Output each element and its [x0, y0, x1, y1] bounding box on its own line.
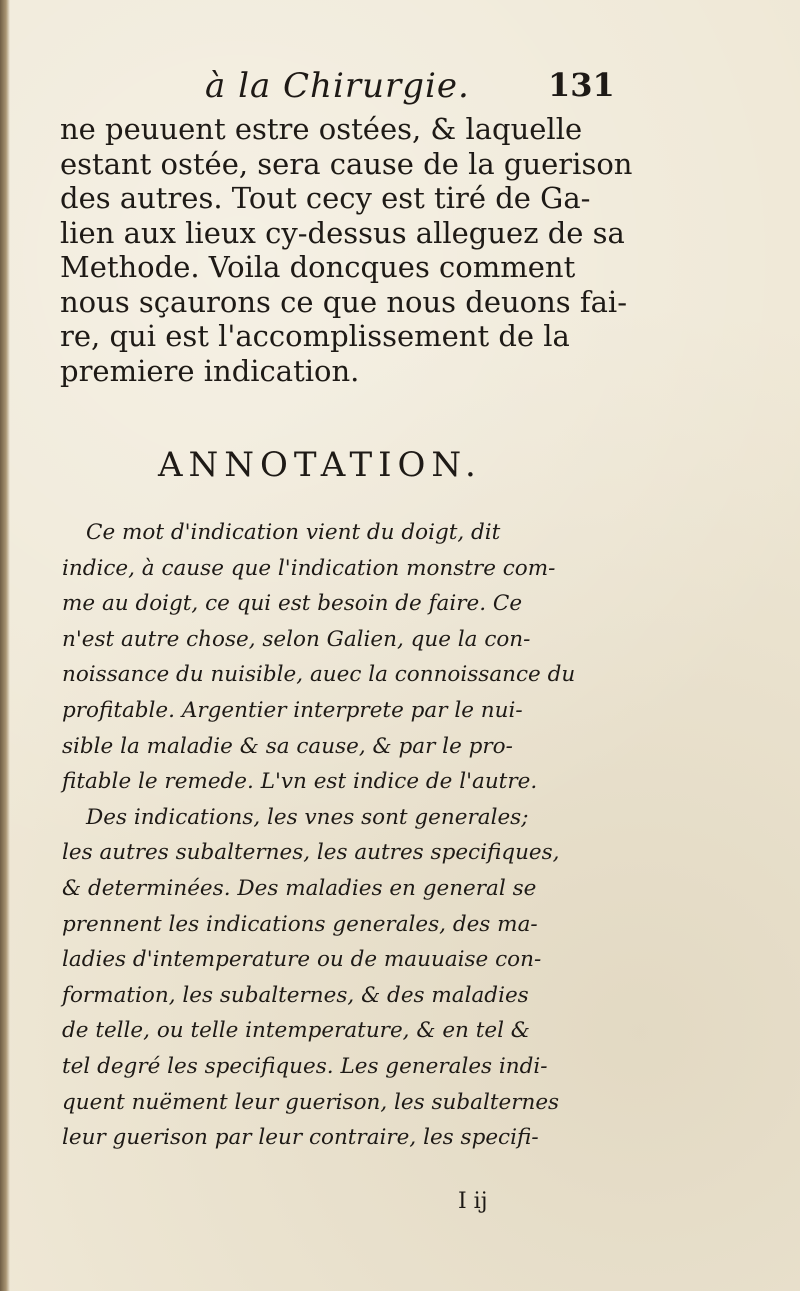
- annotation-line: n'est autre chose, selon Galien, que la con-: [62, 626, 531, 652]
- text-line: premiere indication.: [60, 353, 360, 388]
- main-text: [60, 112, 633, 388]
- text-line: estant ostée, sera cause de la guerison: [60, 146, 633, 181]
- text-line: Methode. Voila doncques comment: [60, 250, 576, 284]
- annotation-text: [62, 515, 622, 1156]
- text-line: des autres. Tout cecy est tiré de Ga-: [60, 181, 591, 215]
- signature-mark: I ij: [458, 1189, 488, 1214]
- annotation-line: Des indications, les vnes sont generales;: [86, 804, 529, 830]
- annotation-line: les autres subalternes, les autres specifiques,: [62, 840, 560, 866]
- annotation-heading: ANNOTATION.: [158, 445, 482, 485]
- running-title: à la Chirurgie.: [205, 66, 470, 106]
- annotation-line: fitable le remede. L'vn est indice de l'autre.: [62, 769, 538, 795]
- page-number: 131: [548, 66, 615, 104]
- annotation-line: & determinées. Des maladies en general se: [62, 875, 537, 901]
- annotation-line: indice, à cause que l'indication monstre com-: [62, 555, 556, 581]
- annotation-line: me au doigt, ce qui est besoin de faire. Ce: [62, 591, 523, 617]
- annotation-line: prennent les indications generales, des ma-: [62, 911, 538, 937]
- annotation-line: noissance du nuisible, auec la connoissance du: [62, 662, 576, 688]
- annotation-line: ladies d'intemperature ou de mauuaise con-: [62, 947, 542, 973]
- text-line: ne peuuent estre ostées, & laquelle: [60, 112, 583, 146]
- annotation-line: Ce mot d'indication vient du doigt, dit: [86, 520, 501, 545]
- page-header: [0, 66, 800, 116]
- text-line: lien aux lieux cy-dessus alleguez de sa: [60, 215, 625, 250]
- page-binding-edge: [0, 0, 10, 1291]
- annotation-line: quent nuëment leur guerison, les subalternes: [62, 1089, 560, 1115]
- annotation-line: sible la maladie & sa cause, & par le pro-: [62, 733, 513, 759]
- annotation-line: de telle, ou telle intemperature, & en tel &: [62, 1018, 530, 1044]
- annotation-line: tel degré les specifiques. Les generales indi-: [62, 1053, 548, 1079]
- text-line: nous sçaurons ce que nous deuons fai-: [60, 284, 628, 319]
- annotation-line: formation, les subalternes, & des maladies: [62, 982, 529, 1008]
- annotation-line: profitable. Argentier interprete par le nui-: [62, 697, 523, 723]
- text-line: re, qui est l'accomplissement de la: [60, 319, 570, 353]
- annotation-line: leur guerison par leur contraire, les specifi-: [62, 1125, 539, 1151]
